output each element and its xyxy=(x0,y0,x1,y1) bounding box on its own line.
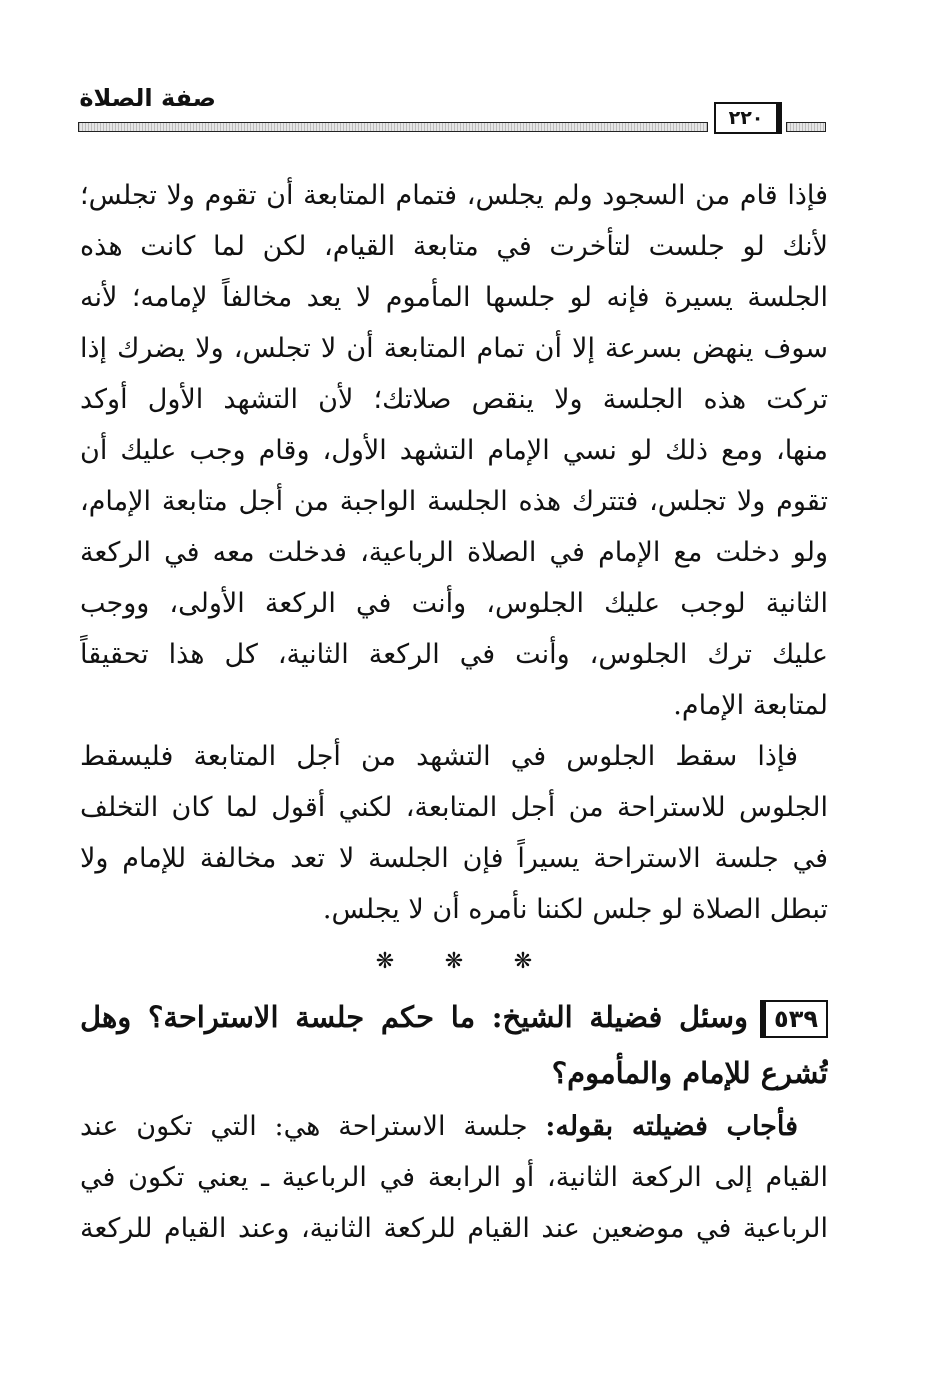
text-line: منها، ومع ذلك لو نسي الإمام التشهد الأول، وقام وجب عليك أن xyxy=(80,435,828,466)
text-line: ولو دخلت مع الإمام في الصلاة الرباعية، فدخلت معه في الركعة xyxy=(80,537,828,568)
paragraph-1 xyxy=(80,170,828,731)
text-line: تركت هذه الجلسة ولا ينقص صلاتك؛ لأن التشهد الأول أوكد xyxy=(80,384,828,415)
question-line: تُشرع للإمام والمأموم؟ xyxy=(551,1056,828,1090)
section-separator xyxy=(80,935,828,989)
answer-text: جلسة الاستراحة هي: التي تكون عند xyxy=(80,1111,546,1142)
text-line: لأنك لو جلست لتأخرت في متابعة القيام، لكن لما كانت هذه xyxy=(80,231,828,262)
text-line xyxy=(80,1101,828,1152)
header-rule-end xyxy=(786,122,826,132)
question-block xyxy=(80,989,828,1101)
asterism-icon: ❋ xyxy=(444,949,464,974)
text-line: في جلسة الاستراحة يسيراً فإن الجلسة لا تعد مخالفة للإمام ولا xyxy=(80,843,828,874)
text-line: الرباعية في موضعين عند القيام للركعة الثانية، وعند القيام للركعة xyxy=(80,1213,828,1244)
text-line: سوف ينهض بسرعة إلا أن تمام المتابعة أن لا تجلس، ولا يضرك إذا xyxy=(80,333,828,364)
running-title: صفة الصلاة xyxy=(79,84,216,112)
question-line xyxy=(80,989,828,1045)
text-line: فإذا قام من السجود ولم يجلس، فتمام المتابعة أن تقوم ولا تجلس؛ xyxy=(80,180,828,211)
question-number: ٥٣٩ xyxy=(760,1000,828,1038)
page-body xyxy=(80,170,828,1254)
header-rule xyxy=(78,122,708,132)
paragraph-2 xyxy=(80,731,828,935)
text-line: القيام إلى الركعة الثانية، أو الرابعة في الرباعية ـ يعني تكون في xyxy=(80,1162,828,1193)
question-text: وسئل فضيلة الشيخ: ما حكم جلسة الاستراحة؟ وهل xyxy=(80,1000,749,1034)
text-line: الثانية لوجب عليك الجلوس، وأنت في الركعة الأولى، ووجب xyxy=(80,588,828,619)
text-line: الجلوس للاستراحة من أجل المتابعة، لكني أقول لما كان التخلف xyxy=(80,792,828,823)
text-line: فإذا سقط الجلوس في التشهد من أجل المتابعة فليسقط xyxy=(80,741,798,772)
asterism-icon: ❋ xyxy=(375,949,395,974)
page-number: ٢٢٠ xyxy=(714,102,782,134)
text-line: الجلسة يسيرة فإنه لو جلسها المأموم لا يعد مخالفاً لإمامه؛ لأنه xyxy=(80,282,828,313)
asterism-icon: ❋ xyxy=(513,949,533,974)
text-line: تبطل الصلاة لو جلس لكننا نأمره أن لا يجلس. xyxy=(322,894,828,925)
text-line: لمتابعة الإمام. xyxy=(673,690,828,721)
page-header xyxy=(78,80,826,136)
answer-block xyxy=(80,1101,828,1254)
text-line: تقوم ولا تجلس، فتترك هذه الجلسة الواجبة من أجل متابعة الإمام، xyxy=(80,486,828,517)
answer-lead: فأجاب فضيلته بقوله: xyxy=(545,1111,798,1142)
text-line: عليك ترك الجلوس، وأنت في الركعة الثانية، كل هذا تحقيقاً xyxy=(80,639,828,670)
